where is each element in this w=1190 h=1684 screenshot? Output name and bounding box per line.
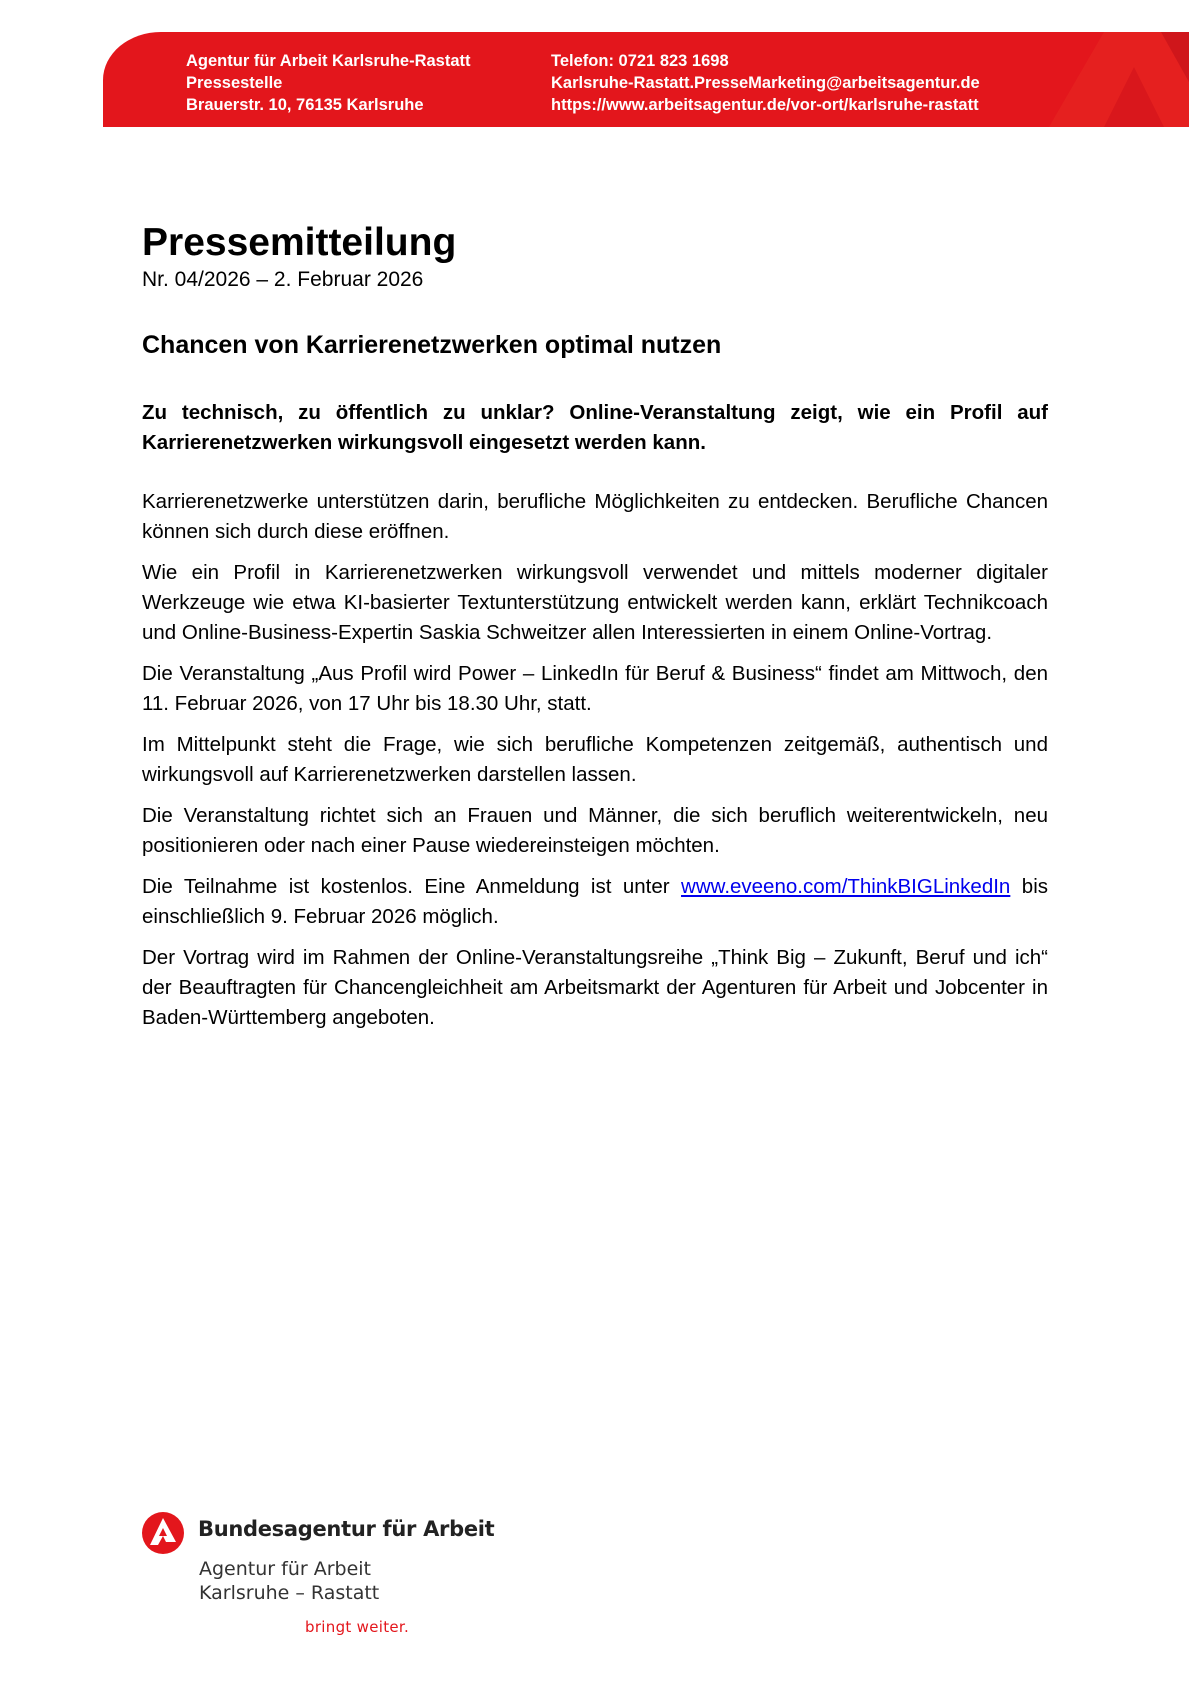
- registration-text-before: Die Teilnahme ist kostenlos. Eine Anmeldung ist unter: [142, 875, 682, 898]
- paragraph: Die Veranstaltung „Aus Profil wird Power – LinkedIn für Beruf & Business“ findet am Mittwoch, den 11. Februar 2026, von 17 Uhr bis 18.30 Uhr, statt.: [142, 662, 1048, 715]
- header-banner: [103, 32, 1189, 127]
- article-lead: Zu technisch, zu öffentlich zu unklar? Online-Veranstaltung zeigt, wie ein Profil auf Karrierenetzwerken wirkungsvoll eingesetzt werden kann.: [142, 401, 1048, 454]
- article-heading: Chancen von Karrierenetzwerken optimal nutzen: [142, 331, 722, 359]
- article-body: [142, 487, 1048, 1044]
- header-contact-block: [551, 50, 980, 116]
- paragraph: Im Mittelpunkt steht die Frage, wie sich berufliche Kompetenzen zeitgemäß, authentisch und wirkungsvoll auf Karrierenetzwerken darstellen lassen.: [142, 733, 1048, 786]
- paragraph: Karrierenetzwerke unterstützen darin, berufliche Möglichkeiten zu entdecken. Berufliche Chancen können sich durch diese eröffnen.: [142, 490, 1048, 543]
- page-title: Pressemitteilung: [142, 221, 457, 264]
- header-street-address: Brauerstr. 10, 76135 Karlsruhe: [186, 96, 424, 114]
- footer-agency-line1: Agentur für Arbeit: [199, 1558, 372, 1580]
- paragraph: Die Veranstaltung richtet sich an Frauen und Männer, die sich beruflich weiterentwickeln, neu positionieren oder nach einer Pause wiedereinsteigen möchten.: [142, 804, 1048, 857]
- footer-tagline: bringt weiter.: [305, 1618, 410, 1636]
- footer-agency-line2: Karlsruhe – Rastatt: [199, 1582, 380, 1604]
- paragraph: Wie ein Profil in Karrierenetzwerken wirkungsvoll verwendet und mittels moderner digitaler Werkzeuge wie etwa KI-basierter Textunterstützung entwickelt werden kann, erklärt Technikcoach und Online-Business-Expertin Saskia Schweitzer allen Interessierten in einem Online-Vortrag.: [142, 561, 1048, 644]
- registration-link[interactable]: www.eveeno.com/ThinkBIGLinkedIn: [681, 875, 1011, 898]
- release-number-date: Nr. 04/2026 – 2. Februar 2026: [142, 268, 424, 291]
- header-email[interactable]: Karlsruhe-Rastatt.PresseMarketing@arbeitsagentur.de: [551, 74, 980, 92]
- registration-paragraph: [142, 872, 1048, 932]
- header-department: Pressestelle: [186, 74, 283, 92]
- footer-agency-name: [199, 1557, 379, 1605]
- ba-logo-icon: [141, 1511, 185, 1555]
- header-address-block: [186, 50, 471, 116]
- header-phone: Telefon: 0721 823 1698: [551, 52, 729, 70]
- registration-text-after: bis einschließlich 9. Februar 2026 möglich.: [142, 875, 1048, 928]
- header-website[interactable]: https://www.arbeitsagentur.de/vor-ort/karlsruhe-rastatt: [551, 96, 979, 114]
- footer-org-name: Bundesagentur für Arbeit: [198, 1517, 495, 1541]
- header-org-name: Agentur für Arbeit Karlsruhe-Rastatt: [186, 52, 471, 70]
- paragraph: Der Vortrag wird im Rahmen der Online-Veranstaltungsreihe „Think Big – Zukunft, Beruf und ich“ der Beauftragten für Chancengleichheit am Arbeitsmarkt der Agenturen für Arbeit und Jobcenter in Baden-Württemberg angeboten.: [142, 946, 1048, 1029]
